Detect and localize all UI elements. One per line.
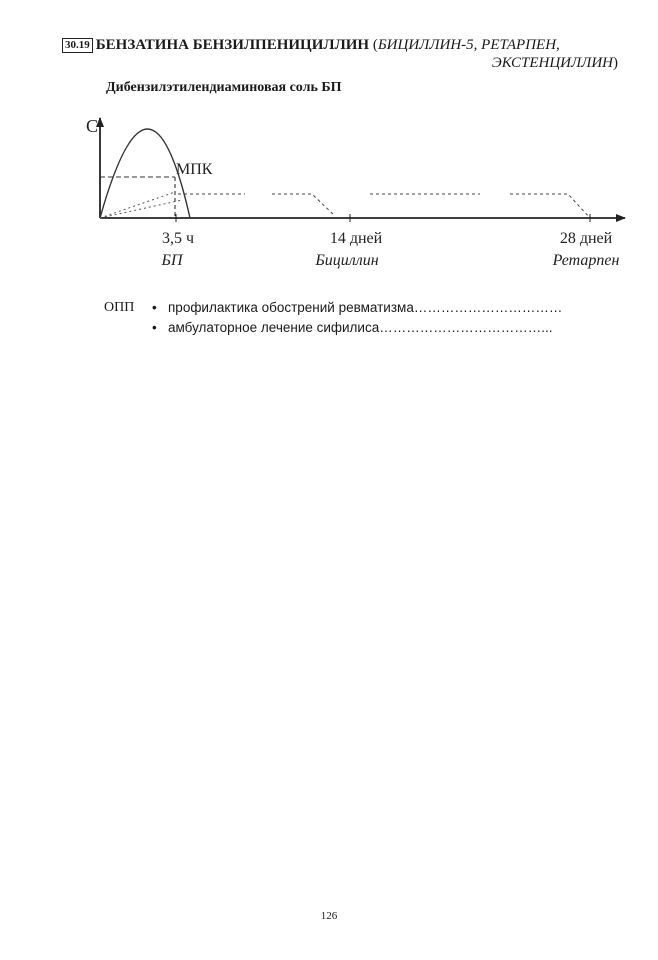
title-paren-open: (	[369, 37, 378, 53]
page-number: 126	[320, 910, 338, 922]
trade-names-line-1: БИЦИЛЛИН-5, РЕТАРПЕН,	[377, 37, 560, 53]
title-paren-close: )	[613, 55, 618, 71]
indication-text: амбулаторное лечение сифилиса………………………………...	[168, 320, 553, 335]
bicillin-plateau-2	[272, 194, 335, 216]
tick-label-3-5h: 3,5 ч	[161, 230, 195, 247]
indications-list	[152, 298, 622, 338]
dotted-guide-1	[100, 192, 175, 218]
list-item	[152, 298, 622, 318]
tick-label-28d: 28 дней	[559, 230, 613, 247]
trade-names-line-2: ЭКСТЕНЦИЛЛИН	[491, 55, 613, 71]
drug-label-retarpen: Ретарпен	[552, 252, 620, 269]
bullet-icon: •	[152, 320, 157, 335]
tick-label-14d: 14 дней	[329, 230, 383, 247]
indication-text: профилактика обострений ревматизма……………………………	[168, 300, 563, 315]
dotted-guide-2	[100, 200, 182, 218]
section-number: 30.19	[62, 38, 93, 53]
concentration-graph	[0, 0, 658, 290]
y-axis-label: С	[86, 116, 99, 136]
drug-label-bp: БП	[161, 252, 183, 269]
list-item	[152, 318, 622, 338]
drug-title: БЕНЗАТИНА БЕНЗИЛПЕНИЦИЛЛИН	[95, 37, 370, 53]
bullet-icon: •	[152, 300, 157, 315]
retarpen-plateau-2	[510, 194, 590, 218]
mpk-label: МПК	[176, 161, 213, 178]
subtitle: Дибензилэтилендиаминовая соль БП	[106, 80, 342, 95]
opp-label: ОПП	[104, 300, 135, 315]
drug-label-bicillin: Бициллин	[315, 252, 379, 269]
